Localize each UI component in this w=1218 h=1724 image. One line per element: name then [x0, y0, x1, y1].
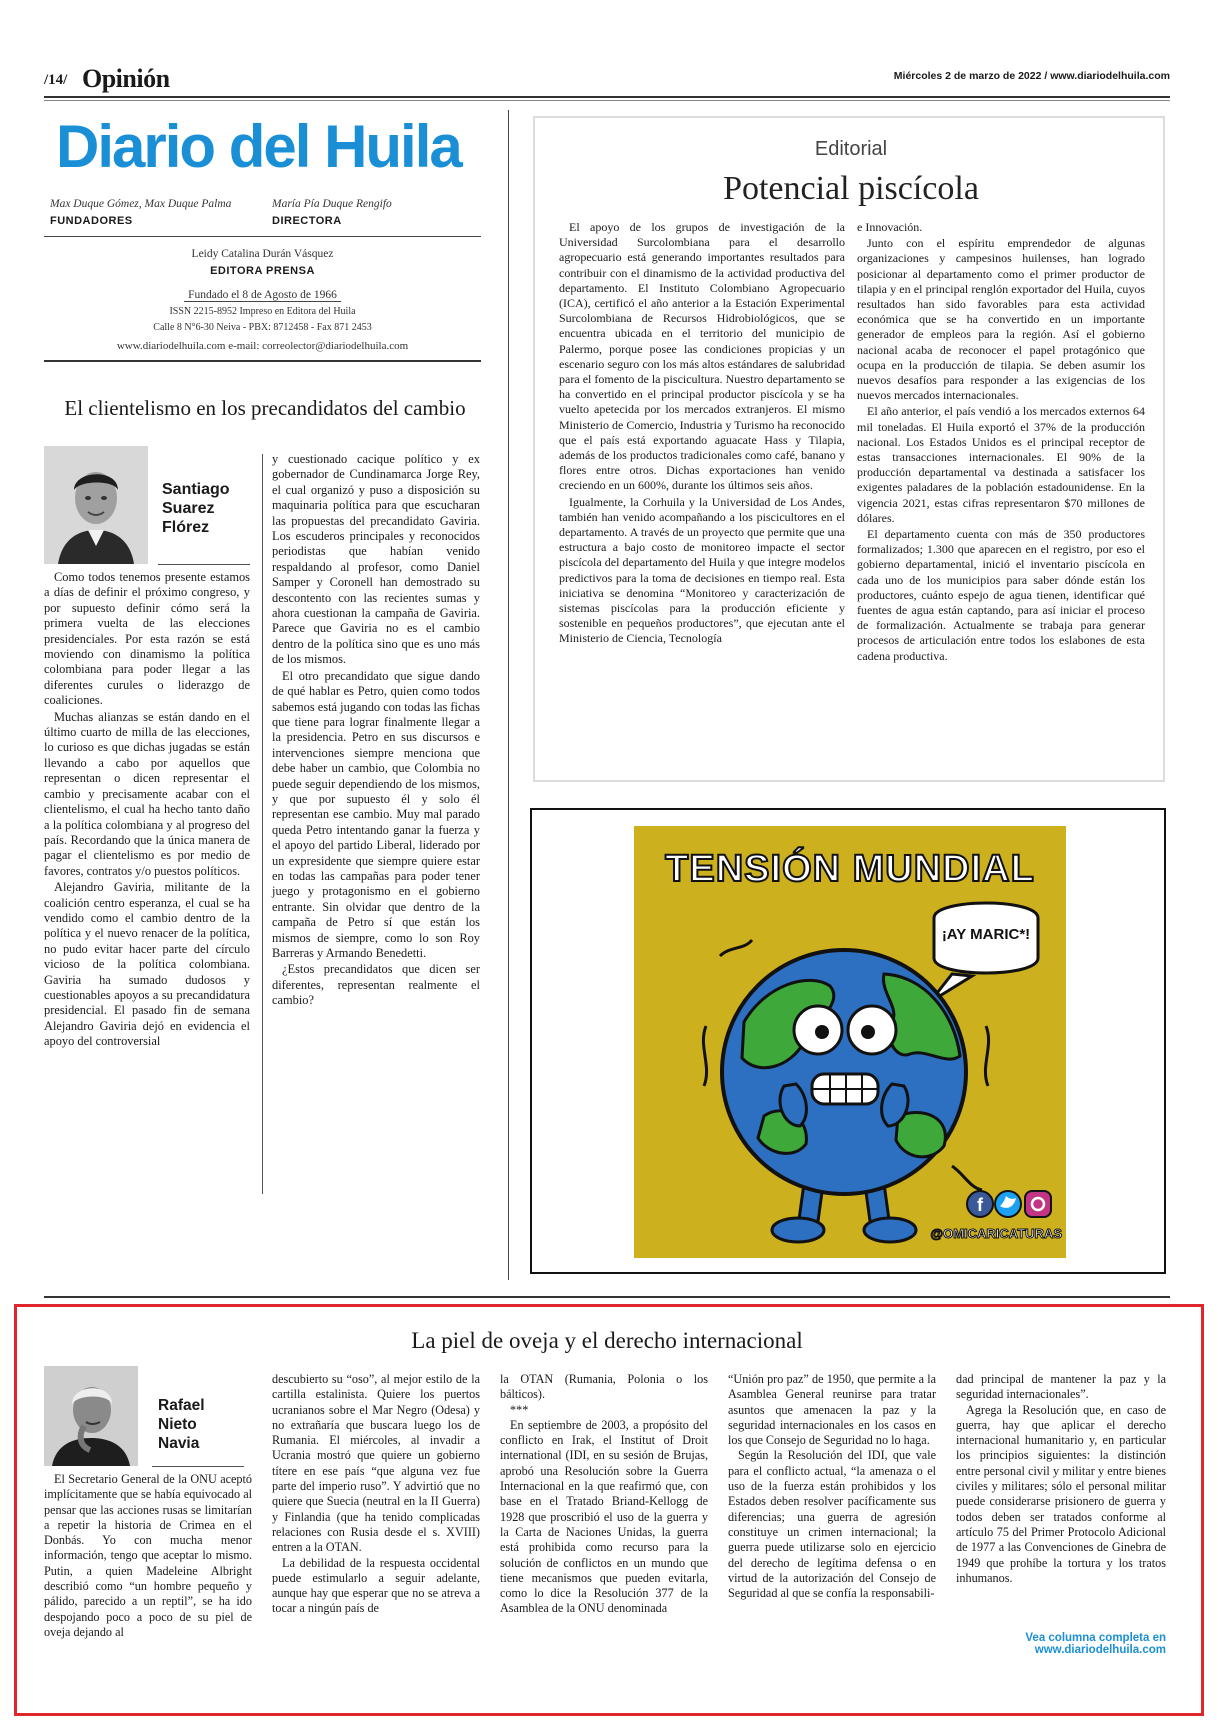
- editor-role: EDITORA PRENSA: [210, 265, 315, 277]
- opinion1-column-2: [272, 452, 480, 1010]
- paragraph: Alejandro Gaviria, militante de la coalición centro esperanza, el cual se ha vendido como el cambio dentro de la política y el nuevo renacer de la política, no pudo evitar hacer parte del círculo vicioso de la política colombiana. Gaviria ha sumado dudosos y cuestionables apoyos a su precandidatura presidencial. El pasado fin de semana Alejandro Gaviria dejó en evidencia el apoyo del controversial: [44, 880, 250, 1049]
- paragraph: y cuestionado cacique político y ex gobernador de Cundinamarca Jorge Rey, el cual organizó y puso a disposición su maquinaria política para que escucharan las propuestas del precandidato Gaviria. Los escuderos principales y reconocidos periodistas que habían venido respaldando al profesor, como Daniel Samper y Coronell han demostrado su descontento con las recientes sumas y ahora cuestionan la campaña de Gaviria. Parece que Gaviria no es el cambio dentro de la política sino que es uno más de los mismos.: [272, 452, 480, 667]
- cartoon-handle: @OMICARICATURAS: [930, 1226, 1062, 1241]
- author-photo: [44, 1366, 138, 1466]
- paragraph: La debilidad de la respuesta occidental puede estimularlo a seguir adelante, aunque hay que esperar que no se atreva a tocar a ningún país de: [272, 1555, 480, 1616]
- author-middle-name: Suarez: [162, 500, 215, 517]
- column-rule: [262, 454, 263, 1194]
- section-rule: [44, 1296, 1170, 1298]
- author-first-name: Santiago: [162, 481, 230, 498]
- author-middle-name: Nieto: [158, 1416, 197, 1433]
- paragraph: El departamento cuenta con más de 350 productores formalizados; 1.300 que aparecen en el registro, por eso el gobierno departamental, inició el inventario piscícola en cada uno de los municipios para saber dónde están los productores, cuánto espejo de agua tienen, identificar qué fuentes de agua están captando, para así iniciar el proceso de formalización. Actualmente se trabaja para generar procesos de articulación entre todos los eslabones de esta cadena productiva.: [857, 527, 1145, 663]
- cartoon-title: TENSIÓN MUNDIAL: [665, 848, 1035, 890]
- editorial-column-2: [857, 220, 1145, 665]
- author-first-name: Rafael: [158, 1397, 205, 1414]
- address-line: Calle 8 N°6-30 Neiva - PBX: 8712458 - Fax 871 2453: [153, 322, 372, 333]
- founders-role: FUNDADORES: [50, 215, 133, 227]
- founders-names: Max Duque Gómez, Max Duque Palma: [50, 198, 232, 210]
- cartoon-speech: ¡AY MARIC*!: [941, 926, 1031, 943]
- instagram-icon: [1025, 1191, 1051, 1217]
- header-rule: [44, 96, 1170, 98]
- opinion2-column-5: [956, 1372, 1166, 1586]
- paragraph: ¿Estos precandidatos que dicen ser diferentes, representan realmente el cambio?: [272, 962, 480, 1008]
- contact-line: www.diariodelhuila.com e-mail: correolector@diariodelhuila.com: [116, 340, 409, 352]
- author-photo: [44, 446, 148, 564]
- cartoon-panel: [634, 826, 1066, 1258]
- opinion1-title: El clientelismo en los precandidatos del cambio: [64, 396, 466, 420]
- paragraph: descubierto su “oso”, al mejor estilo de la cartilla estalinista. Quiere los puertos ucranianos sobre el Mar Negro (Odesa) y no extrañaría que buscara luego los de Rumania. El miércoles, al invadir a Ucrania mostró que quiere un gobierno títere en ese país “que alguna vez fue parte del imperio ruso”. Y advirtió que no quiere que Suecia (neutral en la II Guerra) y Finlandia (que ha tenido complicadas relaciones con Rusia desde el s. XVIII) entren a la OTAN.: [272, 1372, 480, 1555]
- author-rule: [158, 564, 250, 565]
- paragraph: Agrega la Resolución que, en caso de guerra, hay que aplicar el derecho internacional humanitario y, en particular los principios siguientes: la distinción entre personal civil y militar y entre bienes civiles y militares; sólo el personal militar puede considerarse prisionero de guerra y todos deben ser tratados conforme al artículo 75 del Primer Protocolo Adicional de 1977 a las Convenciones de Ginebra de 1949 que prohíbe la tortura y los tratos inhumanos.: [956, 1402, 1166, 1585]
- header-rule-thin: [44, 100, 1170, 101]
- svg-text:f: f: [977, 1195, 983, 1215]
- opinion2-column-4: [728, 1372, 936, 1601]
- header-date: Miércoles 2 de marzo de 2022 / www.diariodelhuila.com: [893, 70, 1170, 82]
- paragraph: El Secretario General de la ONU aceptó implícitamente que se había equivocado al pensar que las acciones rusas se limitarían a repetir la historia de Crimea en el Donbás. Yo con mucha menor información, tengo que aceptar lo mismo. Putin, a quien Madeleine Albright describió como “un hombre pequeño y pálido, parecido a un reptil”, se ha ido despojando poco a poco de su piel de oveja dejando al: [44, 1472, 252, 1639]
- paragraph: Igualmente, la Corhuila y la Universidad de Los Andes, también han venido acompañando a los piscicultores en el departamento. A través de un proyecto que permite que una estructura a bajo costo de monitoreo impacte el sector piscícola del departamento del Huila y que integre modelos predictivos para la toma de decisiones en tiempo real. Esta iniciativa se denomina “Monitoreo y caracterización de sistemas piscícolas para la producción eficiente y sostenible en pequeños productores”, que ejecutan ante el Ministerio de Ciencia, Tecnología: [559, 494, 845, 646]
- cartoon-frame: [530, 808, 1166, 1274]
- paragraph: El año anterior, el país vendió a los mercados externos 64 mil toneladas. El Huila exportó el 37% de la producción nacional. Los Estados Unidos es el principal receptor de estas transacciones internacionales. El 90% de la producción departamental va destinada a satisfacer los exigentes paladares de la población estadounidense. En la vigencia 2021, estas cifras representaron $70 millones de dólares.: [857, 404, 1145, 525]
- editorial-box: [533, 116, 1165, 782]
- masthead-bottom-rule: [44, 360, 481, 362]
- paragraph: El apoyo de los grupos de investigación de la Universidad Surcolombiana para el desarrollo agropecuario está generando importantes resultados para contribuir con el dinamismo de la actividad productiva del departamento. El Instituto Colombiano Agropecuario (ICA), certificó el año anterior a la Estación Experimental Surcolombiana de Recursos Hidrobiológicos, que se encuentra ubicada en el territorio del municipio de Palermo, porque posee las condiciones propicias y un escenario seguro con los más altos estándares de salubridad para el fomento de la piscicultura. Nuestro departamento se ha convertido en el principal productor piscícola y se ha vuelto apetecida por los mercados extranjeros. El mismo Ministerio de Comercio, Industria y Turismo ha reconocido que el país está exportando aguacate Hass y Tilapia, además de los productos tradicionales como café, banano y flores entre otros. Dichas exportaciones han venido creciendo en un 600%, durante los últimos seis años.: [559, 220, 845, 493]
- paragraph: e Innovación.: [857, 220, 923, 234]
- masthead-logo: Diario del Huila: [56, 113, 461, 180]
- link-line-1: Vea columna completa en: [1025, 1632, 1166, 1644]
- author-last-name: Flórez: [162, 519, 210, 536]
- opinion2-column-2: [272, 1372, 480, 1617]
- masthead-rule: [44, 236, 481, 237]
- founded-text: Fundado el 8 de Agosto de 1966: [184, 289, 341, 302]
- paragraph: Según la Resolución del IDI, que vale para el conflicto actual, “la amenaza o el uso de la fuerza están prohibidos y los Estados deben resolver pacíficamente sus diferencias; una guerra de agresión constituye un crimen internacional; la guerra puede utilizarse solo en ejercicio del derecho de legítima defensa o en virtud de la autorización del Consejo de Seguridad al que se confía la responsabili-: [728, 1448, 936, 1601]
- paragraph: Como todos tenemos presente estamos a días de definir el próximo congreso, y por supuesto definir cómo será la primera vuelta de las elecciones presidenciales. Por esta razón se está moviendo con dinamismo la política colombiana para poder llegar a las diferentes curules o liderazgo de coaliciones.: [44, 570, 250, 708]
- editorial-column-1: [559, 220, 845, 648]
- opinion2-author: [158, 1396, 205, 1453]
- opinion1-column-1: [44, 570, 250, 1051]
- director-role: DIRECTORA: [272, 215, 342, 227]
- link-line-2: www.diariodelhuila.com: [1034, 1644, 1166, 1656]
- paragraph: El otro precandidato que sigue dando de qué hablar es Petro, quien como todos sabemos está jugando con todas las fichas que tiene para lograr finalmente llegar a la presidencia. Petro en sus discursos e intervenciones siempre menciona que debe haber un cambio, que Colombia no puede seguir dependiendo de los mismos, y que por supuesto él y solo él representan ese cambio. Muy mal parado queda Petro intentando ganar la fuerza y el apoyo del partido Liberal, liderado por un expresidente que siempre quiere estar en todas las campañas para poder tener juego y protagonismo en el gobierno entrante. Sin olvidar que dentro de la campaña de Petro sí que están los mismos de siempre, como lo son Roy Barreras y Armando Benedetti.: [272, 668, 480, 960]
- paragraph: En septiembre de 2003, a propósito del conflicto en Irak, el Institut of Droit international (IDI, en su sesión de Brujas, aprobó una Resolución sobre la Guerra Internacional en la que reafirmó que, con base en el Tratado Briand-Kellogg de 1928 que proscribió el uso de la guerra y la Carta de Naciones Unidas, la guerra está prohibida como recurso para la solución de conflictos en un mundo que tiene mecanismos que pueden evitarla, como lo dice la Resolución 377 de la Asamblea de la ONU denominada: [500, 1417, 708, 1616]
- paragraph: dad principal de mantener la paz y la seguridad internacionales”.: [956, 1372, 1166, 1402]
- opinion2-column-3: [500, 1372, 708, 1617]
- full-column-link[interactable]: [956, 1632, 1166, 1656]
- paragraph: Muchas alianzas se están dando en el último cuarto de milla de las elecciones, lo curioso es que dichas jugadas se están llevando a cabo por aquellos que representan o dicen representar el cambio y precisamente acabar con el clientelismo, el cual ha hecho tanto daño a la política colombiana y al progreso del país. Recordando que la única manera de pagar el clientelismo es por medio de favores, contratos y/o puestos políticos.: [44, 709, 250, 878]
- section-name: Opinión: [82, 64, 170, 93]
- opinion1-author: [162, 480, 230, 537]
- director-name: María Pía Duque Rengifo: [272, 198, 392, 210]
- founded-line: [44, 289, 481, 301]
- author-portrait-icon: [44, 1366, 138, 1466]
- issn-line: ISSN 2215-8952 Impreso en Editora del Huila: [169, 306, 356, 317]
- author-rule: [152, 1466, 244, 1467]
- column-divider: [508, 110, 509, 1280]
- editorial-kicker: Editorial: [814, 138, 888, 160]
- opinion2-column-1: [44, 1472, 252, 1640]
- paragraph: Junto con el espíritu emprendedor de algunas organizaciones y campesinos huilenses, han logrado posicionar al departamento como el primer productor de tilapia y en el principal renglón exportador del Huila, cuyos resultados han sido favorables para esta actividad económica que se ha convertido en un importante generador de empleos para la región. Así el gobierno nacional acaba de reconocer el papel protagónico que ocupa en la producción de tilapia. Se deben asumir los nuevos desafíos para responder a las exigencias de los nuevos mercados internacionales.: [857, 236, 1145, 403]
- author-portrait-icon: [44, 446, 148, 564]
- page-number: /14/: [44, 72, 68, 88]
- opinion2-title: La piel de oveja y el derecho internacional: [411, 1328, 803, 1353]
- paragraph: la OTAN (Rumania, Polonia o los bálticos).: [500, 1372, 708, 1402]
- separator: ***: [510, 1402, 529, 1417]
- editorial-title: Potencial piscícola: [723, 170, 979, 207]
- paragraph: “Unión pro paz” de 1950, que permite a la Asamblea General reunirse para tratar asuntos que amenacen la paz y la seguridad internacionales en los casos en los que Consejo de Seguridad no lo haga.: [728, 1372, 936, 1448]
- editor-name: Leidy Catalina Durán Vásquez: [191, 248, 334, 260]
- author-last-name: Navia: [158, 1435, 200, 1452]
